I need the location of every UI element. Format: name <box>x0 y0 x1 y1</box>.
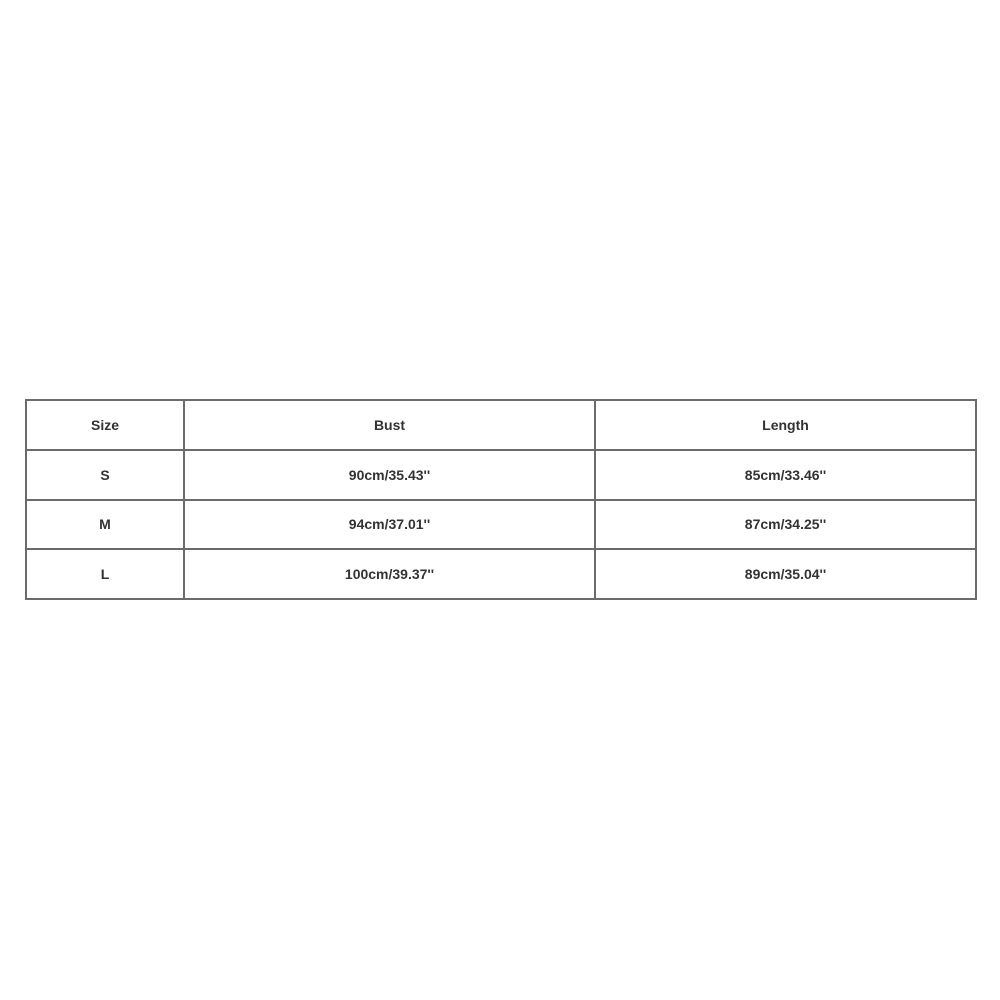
table-row <box>26 500 976 550</box>
cell-bust: 90cm/35.43'' <box>184 450 595 500</box>
table-row <box>26 549 976 599</box>
cell-size: S <box>26 450 184 500</box>
cell-bust: 100cm/39.37'' <box>184 549 595 599</box>
size-chart-table <box>25 399 977 600</box>
table-header-row <box>26 400 976 450</box>
table-row <box>26 450 976 500</box>
header-bust: Bust <box>184 400 595 450</box>
header-length: Length <box>595 400 976 450</box>
header-size: Size <box>26 400 184 450</box>
cell-length: 87cm/34.25'' <box>595 500 976 550</box>
cell-bust: 94cm/37.01'' <box>184 500 595 550</box>
cell-length: 89cm/35.04'' <box>595 549 976 599</box>
cell-size: M <box>26 500 184 550</box>
cell-size: L <box>26 549 184 599</box>
cell-length: 85cm/33.46'' <box>595 450 976 500</box>
